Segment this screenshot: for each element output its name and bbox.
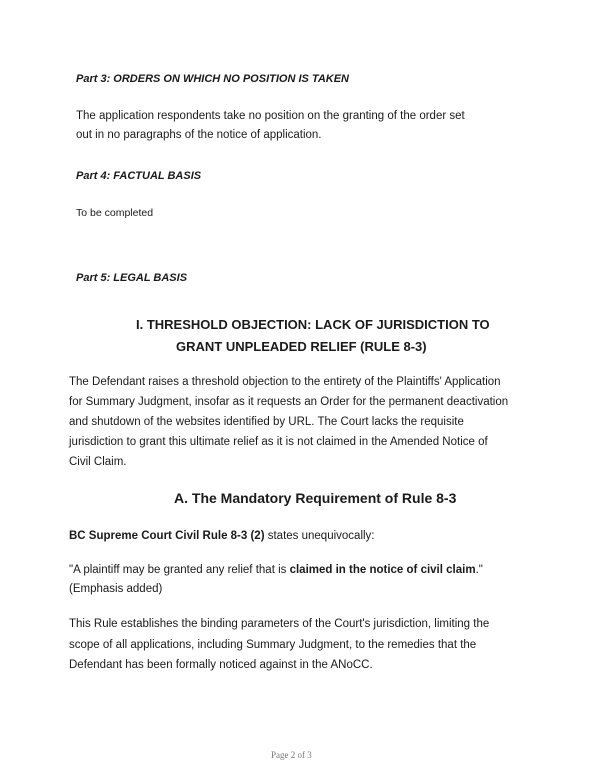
part4-text: To be completed	[76, 207, 154, 219]
rule-citation: BC Supreme Court Civil Rule 8-3 (2)	[69, 530, 265, 542]
part5-heading: Part 5: LEGAL BASIS	[76, 272, 188, 284]
part4-heading: Part 4: FACTUAL BASIS	[76, 170, 202, 182]
section1-para-line: jurisdiction to grant this ultimate relief as it is not claimed in the Amended Notice of	[69, 436, 488, 448]
section1-title-line1: I. THRESHOLD OBJECTION: LACK OF JURISDICTION TO	[136, 317, 490, 332]
sectionA-para-line: Defendant has been formally noticed against in the ANoCC.	[69, 659, 373, 671]
sectionA-title: A. The Mandatory Requirement of Rule 8-3	[174, 490, 457, 506]
section1-para-line: Civil Claim.	[69, 456, 127, 468]
part3-text-line1: The application respondents take no position on the granting of the order set	[76, 110, 465, 122]
sectionA-para-line: This Rule establishes the binding parameters of the Court's jurisdiction, limiting the	[69, 618, 490, 630]
sectionA-para-line: scope of all applications, including Summary Judgment, to the remedies that the	[69, 639, 477, 651]
section1-para-line: for Summary Judgment, insofar as it requests an Order for the permanent deactivation	[69, 396, 509, 408]
emphasis-note: (Emphasis added)	[69, 583, 163, 595]
section1-para-line: and shutdown of the websites identified by URL. The Court lacks the requisite	[69, 416, 464, 428]
part3-heading: Part 3: ORDERS ON WHICH NO POSITION IS TAKEN	[76, 73, 349, 85]
rule-statement	[69, 527, 375, 546]
section1-para-line: The Defendant raises a threshold objection to the entirety of the Plaintiffs' Application	[69, 376, 501, 388]
quote-end: ."	[475, 564, 483, 576]
quote-start: "A plaintiff may be granted any relief that is	[69, 564, 290, 576]
page-number: Page 2 of 3	[271, 750, 312, 760]
rule-quote	[69, 561, 483, 580]
quote-emphasis: claimed in the notice of civil claim	[289, 564, 476, 576]
section1-title-line2: GRANT UNPLEADED RELIEF (RULE 8-3)	[176, 339, 427, 354]
rule-statement-rest: states unequivocally:	[264, 530, 375, 542]
part3-text-line2: out in no paragraphs of the notice of application.	[76, 129, 322, 141]
